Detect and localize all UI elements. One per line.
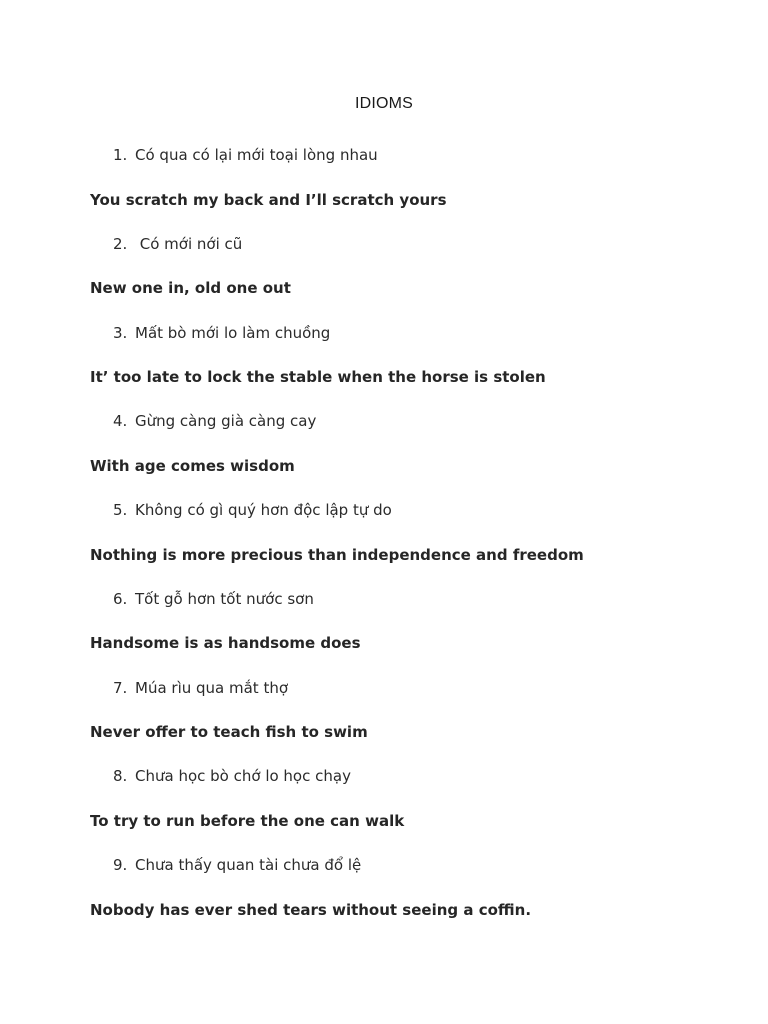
idiom-number: 4. <box>113 412 128 431</box>
vietnamese-idiom <box>113 855 361 875</box>
vietnamese-text: Gừng càng già càng cay <box>135 412 317 431</box>
vietnamese-text: Tốt gỗ hơn tốt nước sơn <box>135 589 314 608</box>
idiom-number: 1. <box>113 146 128 164</box>
english-equivalent: Nothing is more precious than independence and freedom <box>90 545 584 564</box>
vietnamese-text: Không có gì quý hơn độc lập tự do <box>135 501 392 519</box>
idiom-list <box>0 145 768 944</box>
idiom-entry <box>0 145 768 234</box>
idiom-entry <box>0 589 768 678</box>
vietnamese-idiom <box>113 323 330 343</box>
idiom-entry <box>0 500 768 589</box>
idiom-entry <box>0 678 768 767</box>
english-equivalent: To try to run before the one can walk <box>90 811 405 830</box>
vietnamese-idiom <box>113 589 314 609</box>
idiom-entry <box>0 855 768 944</box>
vietnamese-text: Có mới nới cũ <box>135 234 243 253</box>
idiom-entry <box>0 234 768 323</box>
idiom-number: 2. <box>113 234 128 253</box>
english-equivalent: With age comes wisdom <box>90 456 295 475</box>
idiom-entry <box>0 323 768 412</box>
english-equivalent: Handsome is as handsome does <box>90 634 361 653</box>
english-equivalent: New one in, old one out <box>90 279 291 298</box>
english-equivalent: Nobody has ever shed tears without seeing a coffin. <box>90 900 532 919</box>
idiom-number: 8. <box>113 767 128 786</box>
english-equivalent: You scratch my back and I’ll scratch yours <box>90 190 447 209</box>
english-equivalent: Never offer to teach fish to swim <box>90 723 368 741</box>
idiom-entry <box>0 411 768 500</box>
vietnamese-text: Múa rìu qua mắt thợ <box>135 678 289 697</box>
vietnamese-idiom <box>113 678 288 698</box>
english-equivalent: It’ too late to lock the stable when the horse is stolen <box>90 368 546 386</box>
vietnamese-idiom <box>113 500 392 520</box>
vietnamese-idiom <box>113 145 378 165</box>
vietnamese-idiom <box>113 766 351 786</box>
idiom-entry <box>0 766 768 855</box>
vietnamese-text: Có qua có lại mới toại lòng nhau <box>135 146 378 164</box>
vietnamese-idiom <box>113 411 316 431</box>
idiom-number: 9. <box>113 856 128 874</box>
document-title: IDIOMS <box>354 95 414 112</box>
idiom-number: 6. <box>113 589 128 608</box>
vietnamese-text: Chưa thấy quan tài chưa đổ lệ <box>135 856 362 874</box>
idiom-number: 7. <box>113 678 128 697</box>
vietnamese-text: Chưa học bò chớ lo học chạy <box>135 767 351 786</box>
idiom-number: 3. <box>113 323 128 342</box>
vietnamese-idiom <box>113 234 242 254</box>
vietnamese-text: Mất bò mới lo làm chuồng <box>135 323 331 342</box>
idiom-number: 5. <box>113 501 128 519</box>
